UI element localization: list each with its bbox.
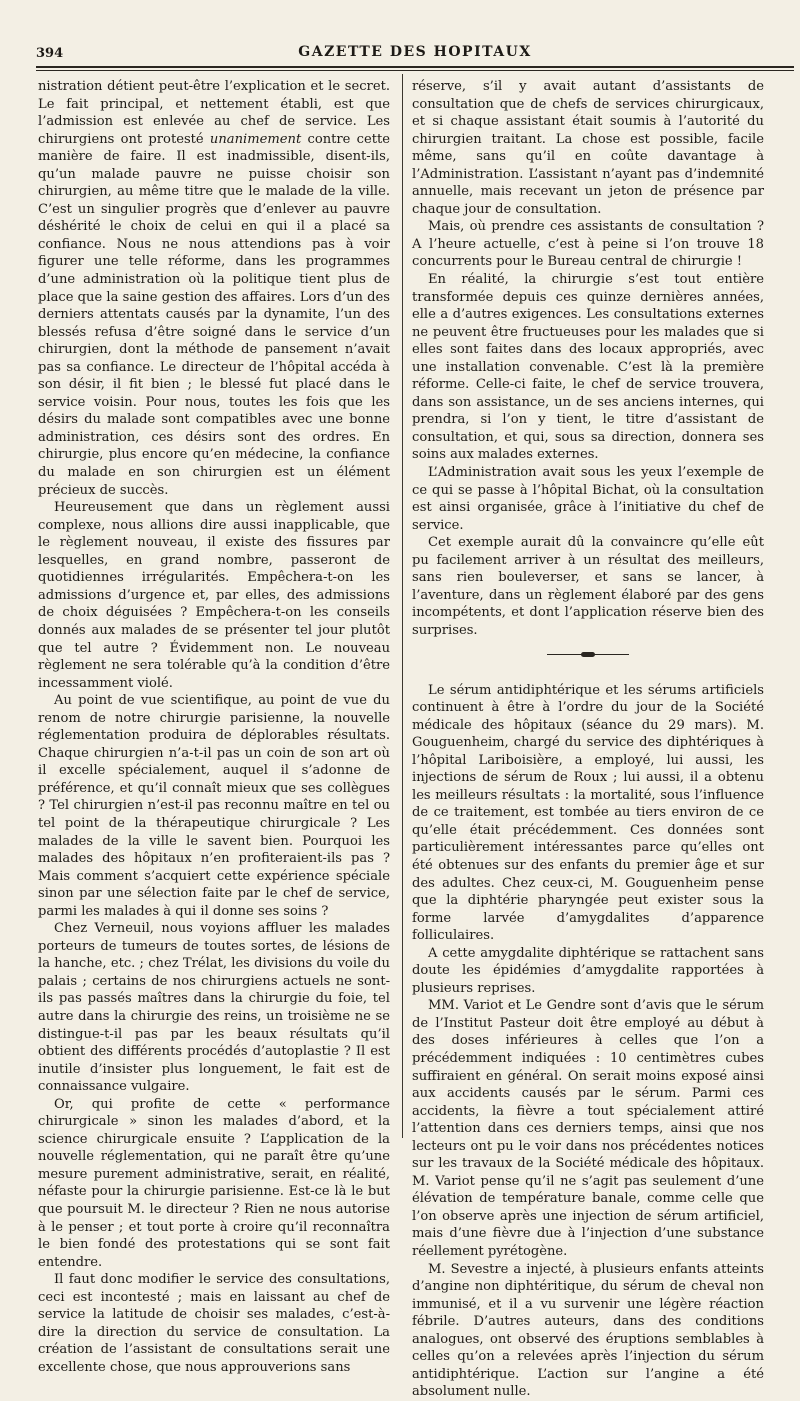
paragraph: Or, qui profite de cette « performance chirurgicale » sinon les malades d’abord, et la science chirurgicale ensuite ? L’application de la nouvelle réglementation, qui ne paraît être qu’une mesure purement administrative, serait, en réalité, néfaste pour la chirurgie parisienne. Est-ce là le but que poursuit M. le directeur ? Rien ne nous autorise à le penser ; et tout porte à croire qu’il reconnaîtra le bien fondé des protestations qui se sont fait entendre. <box>38 1096 390 1270</box>
paragraph: Chez Verneuil, nous voyions affluer les malades porteurs de tumeurs de toutes sortes, de lésions de la hanche, etc. ; chez Trélat, les divisions du voile du palais ; certains de nos chirurgiens actuels ne sont-ils pas passés maîtres dans la chirurgie du foie, tel autre dans la chirurgie des reins, un troisième ne se distingue-t-il pas par les beaux résultats qu’il obtient des différents procédés d’autoplastie ? Il est inutile d’insister plus longuement, le fait est de connaissance vulgaire. <box>38 921 390 1095</box>
right-column <box>412 78 764 1401</box>
paragraph <box>38 78 390 499</box>
page-header <box>36 40 794 66</box>
journal-title: GAZETTE DES HOPITAUX <box>298 44 532 60</box>
column-divider <box>402 74 403 1138</box>
text-run: nistration détient peut-être l’explication et le secret. Le fait principal, et nettement établi, est que l’admission est enlevée au chef de service. Les chirurgiens ont protesté <box>38 79 390 147</box>
paragraph: Il faut donc modifier le service des consultations, ceci est incontesté ; mais en laissant au chef de service la latitude de choisir ses malades, c’est-à-dire la direction du service de consultation. La création de l’assistant de consultations serait une excellente chose, que nous approuverions sans <box>38 1272 390 1375</box>
text-run: contre cette manière de faire. Il est inadmissible, disent-ils, qu’un malade pauvre ne puisse choisir son chirurgien, au même titre que le malade de la ville. C’est un singulier progrès que d’enlever au pauvre déshérité le choix de celui en qui il a placé sa confiance. Nous ne nous attendions pas à voir figurer une telle réforme, dans les programmes d’une administration où la politique tient plus de place que la saine gestion des affaires. Lors d’un des derniers attentats causés par la dynamite, l’un des blessés refusa d’être soigné dans le service d’un chirurgien, dont la méthode de pansement n’avait pas sa confiance. Le directeur de l’hôpital accéda à son désir, il fit bien ; le blessé fut placé dans le service voisin. Pour nous, toutes les fois que les désirs du malade sont compatibles avec une bonne administration, ces désirs sont des ordres. En chirurgie, plus encore qu’en médecine, la confiance du malade en son chirurgien est un élément précieux de succès. <box>38 131 390 498</box>
paragraph: réserve, s’il y avait autant d’assistants de consultation que de chefs de services chirurgicaux, et si chaque assistant était soumis à l’autorité du chirurgien traitant. La chose est possible, facile même, sans qu’il en coûte davantage à l’Administration. L’assistant n’ayant pas d’indemnité annuelle, mais recevant un jeton de présence par chaque jour de consultation. <box>412 79 764 217</box>
header-rule-thin <box>36 70 794 71</box>
paragraph: Heureusement que dans un règlement aussi complexe, nous allions dire aussi inapplicable, que le règlement nouveau, il existe des fissures par lesquelles, en grand nombre, passeront de quotidiennes irrégularités. Empêchera-t-on les admissions d’urgence et, par elles, des admissions de choix déguisées ? Empêchera-t-on les conseils donnés aux malades de se présenter tel jour plutôt que tel autre ? Évidemment non. Le nouveau règlement ne sera tolérable qu’à la condition d’être incessamment violé. <box>38 500 390 691</box>
paragraph: Cet exemple aurait dû la convaincre qu’elle eût pu facilement arriver à un résultat des meilleurs, sans rien bouleverser, et sans se lancer, à l’aventure, dans un règlement élaboré par des gens incompétents, et dont l’application réserve bien des surprises. <box>412 535 764 638</box>
paragraph: En réalité, la chirurgie s’est tout entière transformée depuis ces quinze dernières années, elle a d’autres exigences. Les consultations externes ne peuvent être fructueuses pour les malades que si elles sont faites dans des locaux appropriés, avec une installation convenable. C’est là la première réforme. Celle-ci faite, le chef de service trouvera, dans son assistance, un de ses anciens internes, qui prendra, si l’on y tient, le titre d’assistant de consultation, et qui, sous sa direction, donnera ses soins aux malades externes. <box>412 272 764 463</box>
page-number: 394 <box>36 46 64 61</box>
header-rule <box>36 66 794 68</box>
paragraph: Au point de vue scientifique, au point de vue du renom de notre chirurgie parisienne, la nouvelle réglementation produira de déplorables résultats. Chaque chirurgien n’a-t-il pas un coin de son art où il excelle spécialement, auquel il s’adonne de préférence, et qu’il connaît mieux que ses collègues ? Tel chirurgien n’est-il pas reconnu maître en tel ou tel point de la thérapeutique chirurgicale ? Les malades de la ville le savent bien. Pourquoi les malades des hôpitaux n’en profiteraient-ils pas ? Mais comment s’acquiert cette expérience spéciale sinon par une sélection faite par le chef de service, parmi les malades à qui il donne ses soins ? <box>38 693 390 919</box>
paragraph: A cette amygdalite diphtérique se rattachent sans doute les épidémies d’amygdalite rapportées à plusieurs reprises. <box>412 945 764 996</box>
left-column <box>38 78 390 1376</box>
paragraph: MM. Variot et Le Gendre sont d’avis que le sérum de l’Institut Pasteur doit être employé au début à des doses inférieures à celles que l’on a précédemment indiquées : 10 centimètres cubes suffiraient en général. On serait moins exposé ainsi aux accidents causés par le sérum. Parmi ces accidents, la fièvre a tout spécialement attiré l’attention dans ces derniers temps, ainsi que nos lecteurs ont pu le voir dans nos précédentes notices sur les travaux de la Société médicale des hôpitaux. M. Variot pense qu’il ne s’agit pas seulement d’une élévation de température banale, comme celle que l’on observe après une injection de sérum artificiel, mais d’une fièvre due à l’injection d’une substance réellement pyrétogène. <box>412 998 764 1259</box>
section-ornament <box>412 640 764 668</box>
emphasis-text: unanimement <box>209 131 302 147</box>
paragraph: Le sérum antidiphtérique et les sérums artificiels continuent à être à l’ordre du jour de la Société médicale des hôpitaux (séance du 29 mars). M. Gouguenheim, chargé du service des diphtériques à l’hôpital Lariboisière, a employé, lui aussi, les injections de sérum de Roux ; lui aussi, il a obtenu les meilleurs résultats : la mortalité, sous l’influence de ce traitement, est tombée au tiers environ de ce qu’elle était précédemment. Ces données sont particulièrement intéressantes parce qu’elles ont été obtenues sur des enfants du premier âge et sur des adultes. Chez ceux-ci, M. Gouguenheim pense que la diphtérie pharyngée peut exister sous la forme larvée d’amygdalites d’apparence folliculaires. <box>412 682 764 944</box>
paragraph: M. Sevestre a injecté, à plusieurs enfants atteints d’angine non diphtéritique, du sérum de cheval non immunisé, et il a vu survenir une légère réaction fébrile. D’autres auteurs, dans des conditions analogues, ont observé des éruptions semblables à celles qu’on a relevées après l’injection du sérum antidiphtérique. L’action sur l’angine a été absolument nulle. <box>412 1261 764 1400</box>
paragraph: Mais, où prendre ces assistants de consultation ? A l’heure actuelle, c’est à peine si l’on trouve 18 concurrents pour le Bureau central de chirurgie ! <box>412 219 764 270</box>
paragraph: L’Administration avait sous les yeux l’exemple de ce qui se passe à l’hôpital Bichat, où la consultation est ainsi organisée, grâce à l’initiative du chef de service. <box>412 465 764 533</box>
